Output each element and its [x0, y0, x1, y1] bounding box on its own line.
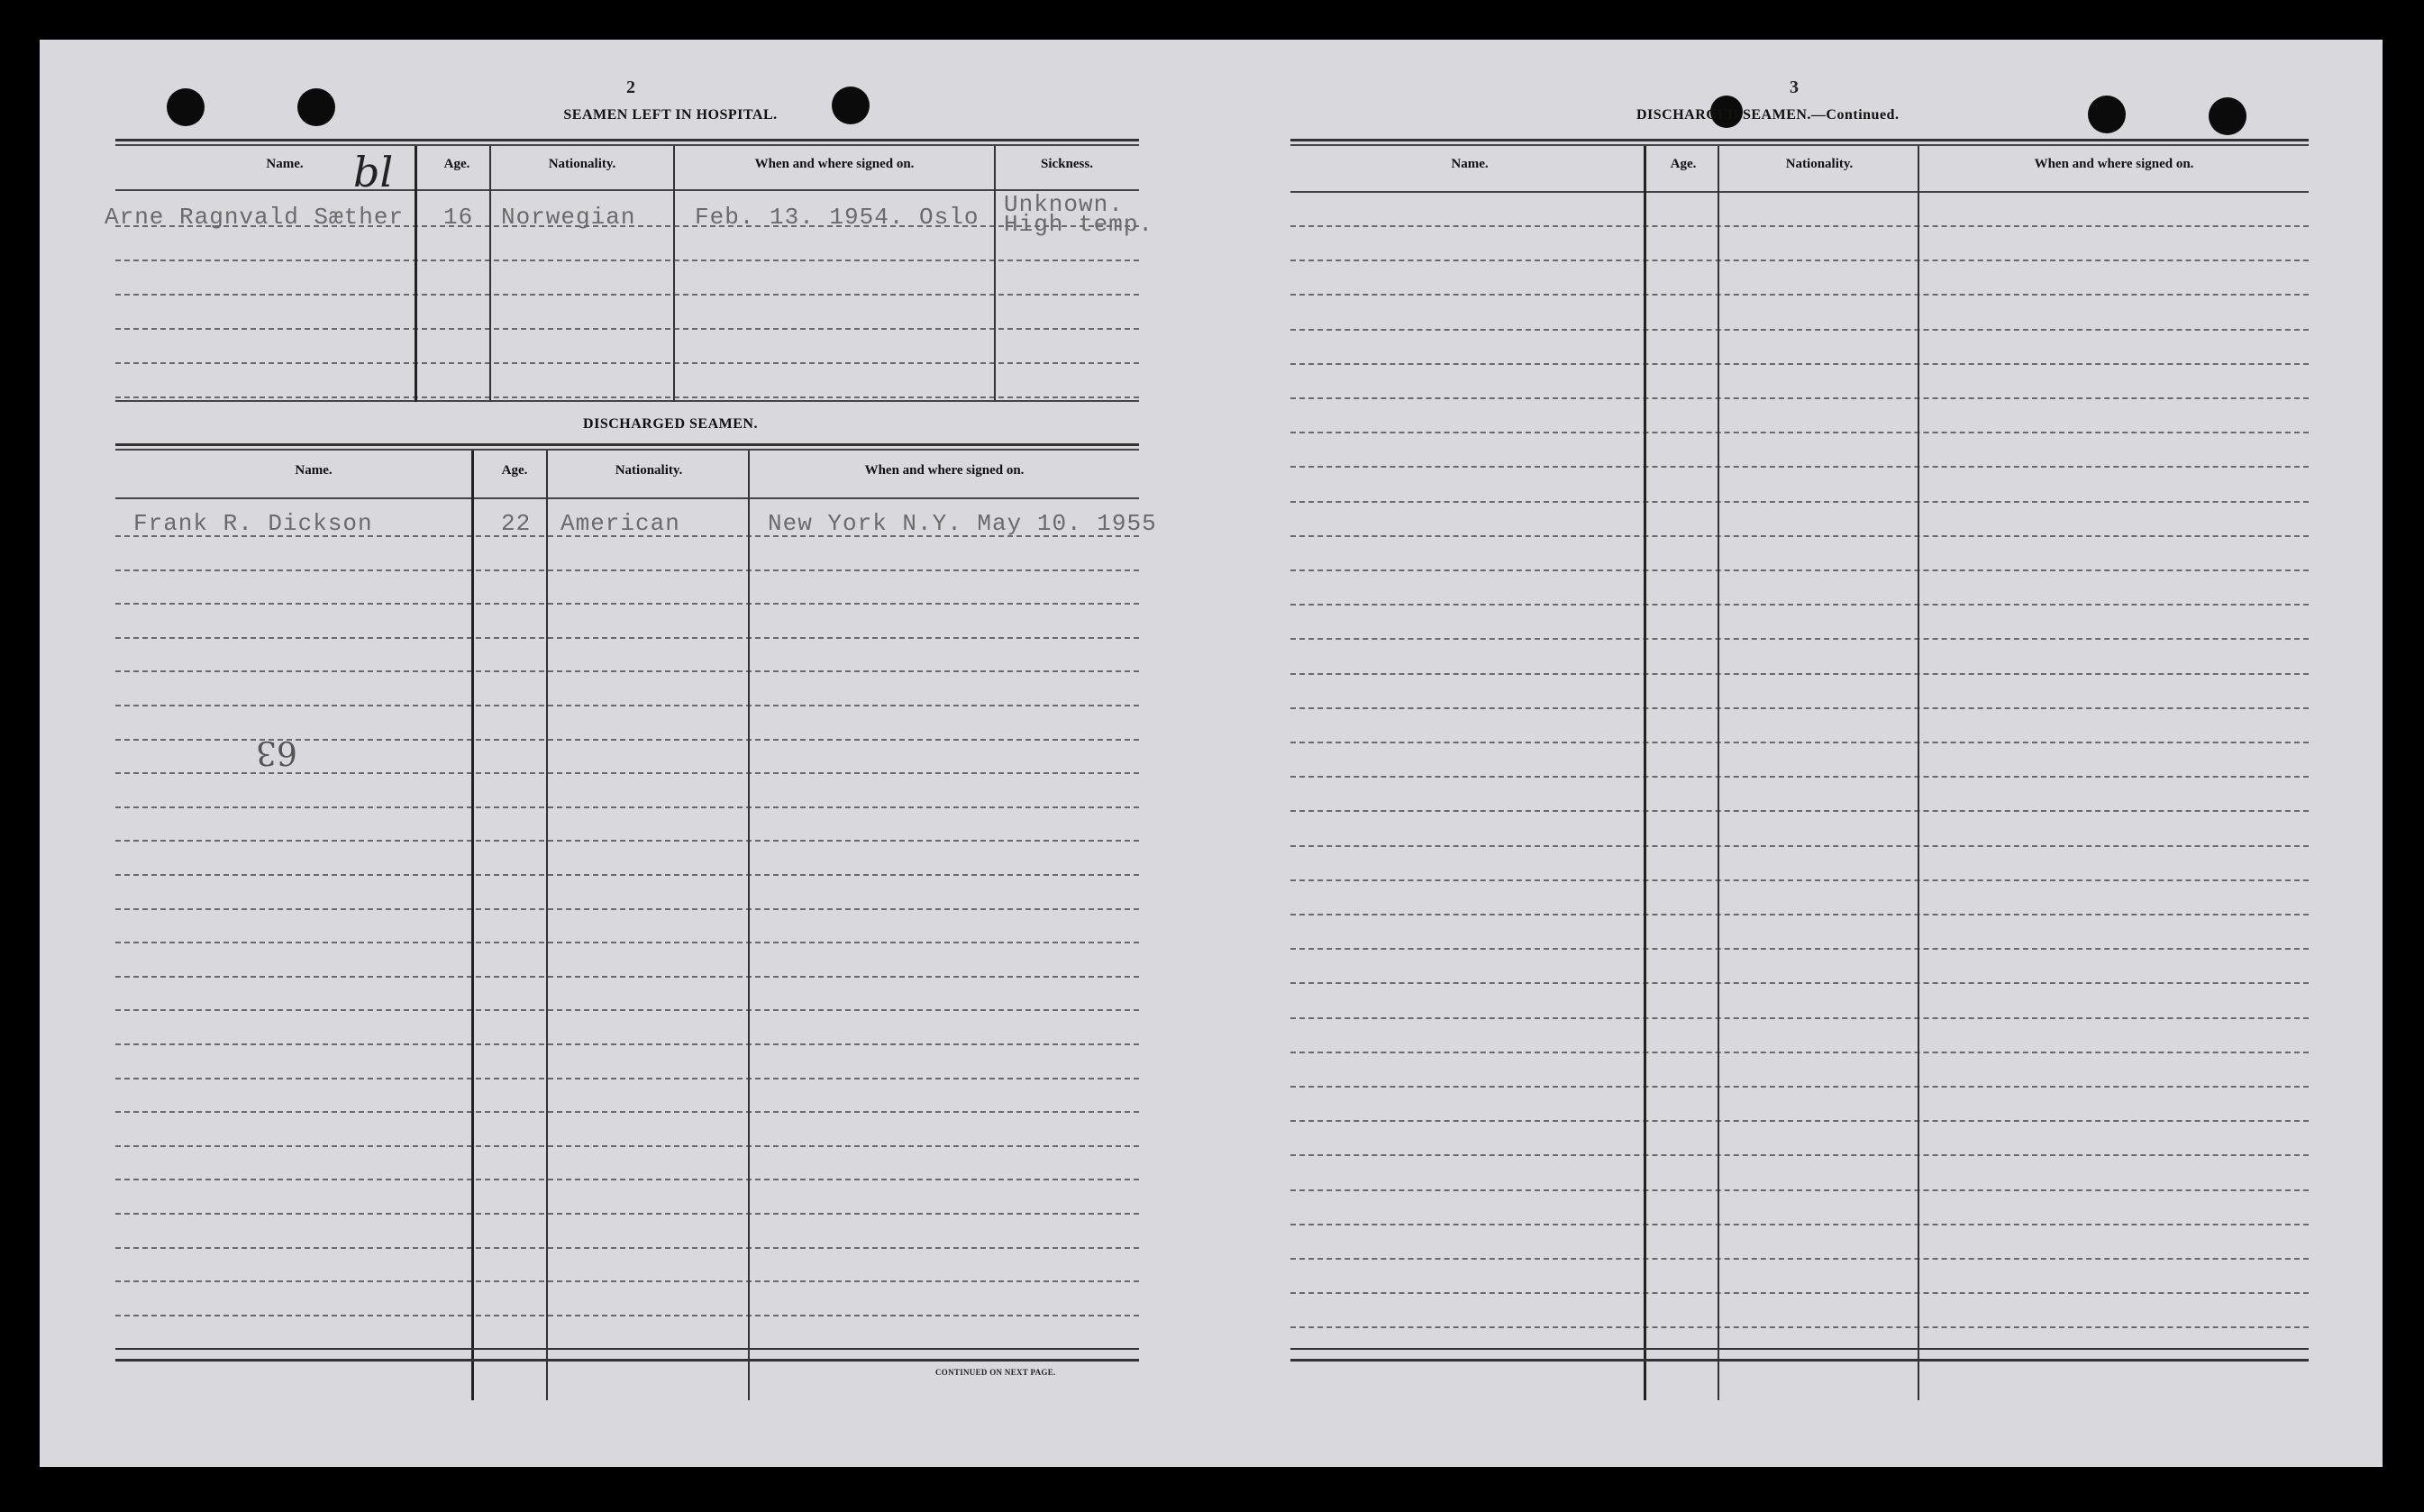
col-divider [673, 146, 675, 402]
col-divider [489, 146, 491, 402]
row-line [115, 1179, 1139, 1180]
row-line [115, 569, 1139, 571]
col-divider [748, 451, 750, 1400]
col-divider [1718, 146, 1719, 1400]
rule [1290, 1348, 2309, 1350]
row-line [115, 874, 1139, 876]
discharged-entry-nationality: American [560, 510, 680, 537]
row-line [1290, 225, 2309, 227]
hospital-entry-nationality: Norwegian [501, 204, 636, 231]
row-line [1290, 948, 2309, 950]
row-line [1290, 982, 2309, 984]
rule [115, 443, 1139, 446]
row-line [1290, 879, 2309, 881]
footer-continued: CONTINUED ON NEXT PAGE. [935, 1368, 1056, 1377]
col-header-signed-on: When and where signed on. [864, 463, 1025, 478]
col-header-name: Name. [266, 157, 304, 171]
row-line [115, 396, 1139, 398]
discharged-entry-age: 22 [501, 510, 532, 537]
row-line [115, 705, 1139, 706]
row-line [1290, 1326, 2309, 1328]
row-line [1290, 466, 2309, 468]
row-line [115, 840, 1139, 842]
row-line [115, 670, 1139, 672]
row-line [1290, 569, 2309, 571]
col-header-name: Name. [1451, 157, 1489, 171]
col-header-signed-on: When and where signed on. [754, 157, 915, 171]
punch-hole-4 [2088, 96, 2126, 133]
rule [1290, 139, 2309, 141]
row-line [115, 328, 1139, 330]
col-divider [994, 146, 996, 402]
hospital-entry-sickness-line1: Unknown. [1004, 191, 1124, 218]
row-line [1290, 776, 2309, 778]
row-line [1290, 1189, 2309, 1191]
row-line [1290, 260, 2309, 261]
row-line [1290, 1224, 2309, 1225]
row-line [115, 1247, 1139, 1249]
row-line [1290, 294, 2309, 296]
row-line [1290, 501, 2309, 503]
row-line [115, 1043, 1139, 1045]
col-divider [1918, 146, 1919, 1400]
punch-hole-2 [297, 88, 335, 126]
row-line [1290, 1258, 2309, 1260]
rule [1290, 1359, 2309, 1362]
hospital-entry-age: 16 [443, 204, 474, 231]
rule [115, 449, 1139, 451]
row-line [1290, 329, 2309, 331]
rule [115, 400, 1139, 402]
row-line [115, 806, 1139, 808]
row-line [1290, 397, 2309, 399]
rule [1290, 191, 2309, 193]
page-number-right: 3 [1790, 77, 1799, 97]
rule [115, 1348, 1139, 1350]
discharged-entry-name: Frank R. Dickson [133, 510, 373, 537]
rule [115, 139, 1139, 141]
col-header-name: Name. [295, 463, 333, 478]
col-divider [471, 451, 474, 1400]
col-header-nationality: Nationality. [615, 463, 683, 478]
row-line [115, 1145, 1139, 1147]
row-line [115, 976, 1139, 978]
row-line [1290, 914, 2309, 915]
col-header-sickness: Sickness. [1041, 157, 1093, 171]
row-line [1290, 604, 2309, 606]
col-header-age: Age. [443, 157, 470, 171]
col-divider [415, 146, 417, 402]
col-header-nationality: Nationality. [548, 157, 616, 171]
punch-hole-1 [167, 88, 205, 126]
row-line [1290, 1292, 2309, 1294]
col-header-age: Age. [1670, 157, 1697, 171]
punch-hole-5 [2209, 97, 2246, 135]
col-header-nationality: Nationality. [1785, 157, 1854, 171]
row-line [115, 603, 1139, 605]
document-sheet [40, 40, 2383, 1467]
discharged-entry-signed-on: New York N.Y. May 10. 1955 [768, 510, 1157, 537]
rule [115, 1359, 1139, 1362]
row-line [1290, 363, 2309, 365]
row-line [1290, 707, 2309, 709]
handwritten-number: 63 [256, 733, 297, 770]
row-line [1290, 1086, 2309, 1088]
section-title-discharged: DISCHARGED SEAMEN. [583, 416, 758, 432]
col-divider [546, 451, 548, 1400]
row-line [115, 294, 1139, 296]
rule [115, 189, 1139, 191]
row-line [115, 362, 1139, 364]
col-header-age: Age. [501, 463, 528, 478]
row-line [1290, 1154, 2309, 1156]
row-line [1290, 845, 2309, 847]
row-line [1290, 638, 2309, 640]
row-line [1290, 1120, 2309, 1122]
hospital-entry-name: Arne Ragnvald Sæther [105, 204, 405, 231]
page-number-left: 2 [626, 77, 635, 97]
col-header-signed-on: When and where signed on. [2034, 157, 2194, 171]
handwritten-mark: bl [353, 148, 394, 196]
rule [115, 144, 1139, 146]
row-line [1290, 810, 2309, 812]
rule [1290, 144, 2309, 146]
row-line [1290, 1052, 2309, 1053]
row-line [115, 942, 1139, 943]
row-line [115, 1009, 1139, 1011]
section-title-discharged-continued: DISCHARGED SEAMEN.—Continued. [1636, 107, 1900, 123]
section-title-hospital: SEAMEN LEFT IN HOSPITAL. [563, 107, 778, 123]
row-line [115, 637, 1139, 639]
row-line [115, 1315, 1139, 1316]
row-line [115, 1213, 1139, 1215]
hospital-entry-signed-on: Feb. 13. 1954. Oslo [695, 204, 980, 231]
row-line [1290, 535, 2309, 537]
row-line [115, 772, 1139, 774]
row-line [1290, 742, 2309, 743]
row-line [115, 1280, 1139, 1282]
row-line [115, 1078, 1139, 1079]
col-divider [1644, 146, 1646, 1400]
rule [115, 497, 1139, 499]
row-line [115, 260, 1139, 261]
row-line [1290, 1017, 2309, 1019]
row-line [1290, 432, 2309, 433]
hospital-entry-sickness-line2: High temp. [1004, 211, 1154, 238]
row-line [1290, 673, 2309, 675]
row-line [115, 908, 1139, 910]
row-line [115, 1111, 1139, 1113]
